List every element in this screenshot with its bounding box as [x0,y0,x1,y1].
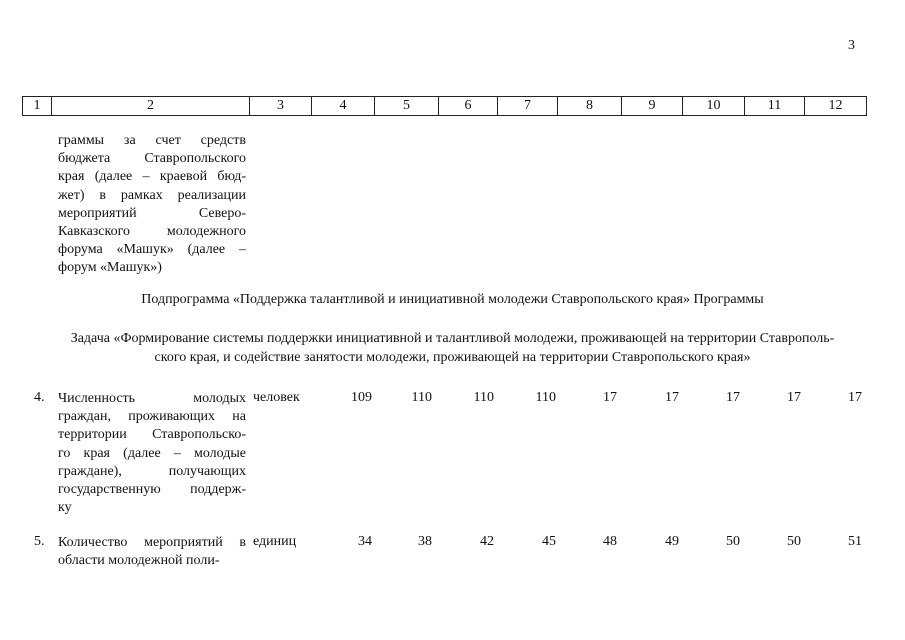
row-value: 48 [603,534,617,549]
row-value: 17 [665,390,679,405]
text-line: бюджета Ставропольского [58,151,246,167]
text-line: граммы за счет средств [58,133,246,148]
row-value: 110 [473,390,494,405]
column-header-12: 12 [804,97,866,115]
column-header-9: 9 [621,97,682,115]
row-value: 34 [358,534,372,549]
column-header-11: 11 [744,97,804,115]
column-header-1: 1 [33,98,41,113]
column-header-row [22,96,867,116]
text-line: граждане), получающих [58,463,246,479]
text-line: края (далее – краевой бюд- [58,169,246,185]
column-header-8: 8 [557,97,621,115]
row-value: 45 [542,534,556,549]
row-value: 17 [848,390,862,405]
row-value: 110 [411,390,432,405]
text-line: мероприятий Северо- [58,205,246,221]
task-title-line-1: Задача «Формирование системы поддержки инициативной и талантливой молодежи, проживающей на территории Ставрополь- [70,331,835,346]
page-number: 3 [848,38,855,53]
column-header-3: 3 [249,97,311,115]
text-line: го края (далее – молодые [58,445,246,461]
row-value: 17 [603,390,617,405]
column-header-10: 10 [682,97,744,115]
row-value: 109 [351,390,372,405]
subprogram-title: Подпрограмма «Поддержка талантливой и инициативной молодежи Ставропольского края» Программы [141,292,764,307]
row-value: 42 [480,534,494,549]
text-line: территории Ставропольско- [58,427,246,443]
row-value: 51 [848,534,862,549]
column-header-7: 7 [497,97,557,115]
row-value: 49 [665,534,679,549]
row-unit: человек [253,390,300,405]
row-value: 17 [726,390,740,405]
column-header-2: 2 [51,97,249,115]
column-header-4: 4 [311,97,374,115]
row-unit: единиц [253,534,297,549]
row-description [58,534,246,570]
text-line: ку [58,500,72,516]
row-value: 38 [418,534,432,549]
column-header-6: 6 [438,97,497,115]
row-value: 50 [726,534,740,549]
text-line: форум «Машук») [58,260,162,276]
text-line: граждан, проживающих на [58,409,246,425]
text-line: Количество мероприятий в [58,535,246,550]
row-value: 17 [787,390,801,405]
column-header-5: 5 [374,97,438,115]
text-line: форума «Машук» (далее – [58,242,246,258]
row-value: 110 [535,390,556,405]
row-description [58,390,246,517]
text-line: государственную поддерж- [58,482,246,498]
row-number: 5. [34,534,45,549]
text-line: области молодежной поли- [58,553,220,569]
task-title-line-2: ского края, и содействие занятости молодежи, проживающей на территории Ставропольского края» [154,350,751,365]
row-value: 50 [787,534,801,549]
continuation-text [58,132,246,278]
text-line: Кавказского молодежного [58,224,246,240]
text-line: жет) в рамках реализации [58,187,246,203]
text-line: Численность молодых [58,391,246,406]
row-number: 4. [34,390,45,405]
